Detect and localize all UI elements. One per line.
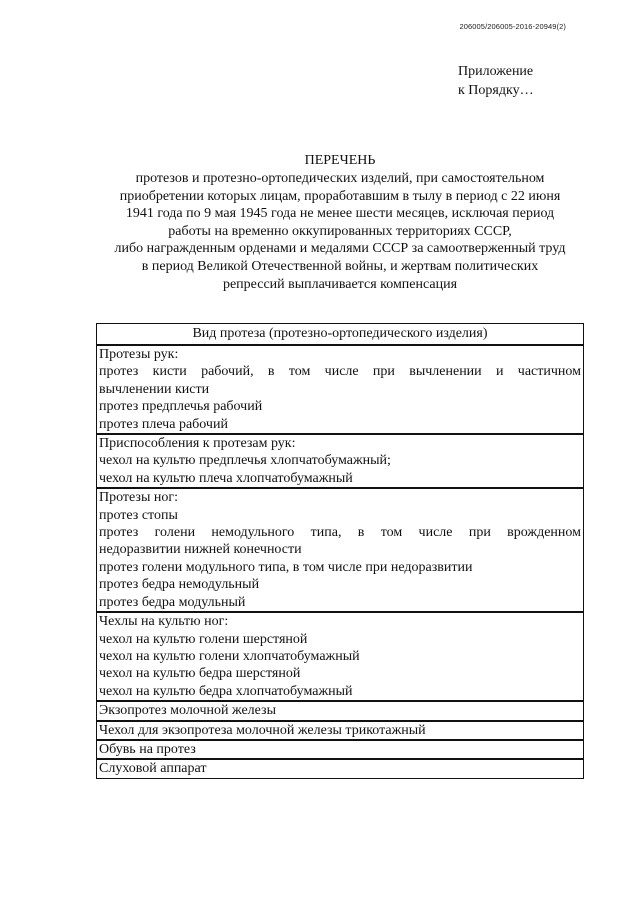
table-line: чехол на культю голени хлопчатобумажный (99, 648, 360, 664)
table-line: чехол на культю бедра хлопчатобумажный (99, 683, 353, 699)
table-group-breast-exoprosthesis (97, 702, 583, 721)
subtitle-line: 1941 года по 9 мая 1945 года не менее шести месяцев, исключая период (125, 206, 555, 222)
table-group-exoprosthesis-cover (97, 722, 583, 741)
table-line: Чехлы на культю ног: (99, 614, 229, 630)
table-line: Обувь на протез (99, 741, 196, 757)
document-subtitle (90, 170, 590, 293)
subtitle-line: репрессий выплачивается компенсация (222, 276, 458, 292)
subtitle-line: работы на временно оккупированных территориях СССР, (168, 223, 512, 239)
table-line: вычленении кисти (99, 381, 210, 397)
appendix-line-1: Приложение (458, 64, 534, 79)
table-line: протез бедра немодульный (99, 577, 260, 593)
appendix-note (458, 62, 534, 100)
table-group-arm-prostheses (97, 346, 583, 435)
document-heading: ПЕРЕЧЕНЬ (304, 153, 376, 168)
table-line: недоразвитии нижней конечности (99, 542, 302, 558)
table-line: протез кисти рабочий, в том числе при вычленении и частичном (99, 364, 581, 380)
prosthesis-table (96, 323, 584, 779)
table-line: Чехол для экзопротеза молочной железы трикотажный (99, 722, 426, 738)
table-group-hearing-aid (97, 760, 583, 777)
table-line: чехол на культю бедра шерстяной (99, 666, 301, 682)
table-line: протез стопы (99, 507, 178, 523)
subtitle-line: либо награжденным орденами и медалями СССР за самоотверженный труд (114, 241, 566, 257)
table-line: протез голени модульного типа, в том числе при недоразвитии (99, 559, 473, 575)
appendix-line-2: к Порядку… (458, 83, 534, 98)
table-line: протез бедра модульный (99, 594, 246, 610)
table-line: Протезы ног: (99, 490, 178, 506)
table-line: чехол на культю предплечья хлопчатобумажный; (99, 453, 391, 469)
table-line: Экзопротез молочной железы (99, 703, 276, 719)
document-id: 206005/206005-2016-20949(2) (459, 22, 566, 31)
table-line: протез предплечья рабочий (99, 399, 263, 415)
table-line: протез плеча рабочий (99, 416, 228, 432)
table-line: Слуховой аппарат (99, 761, 207, 777)
table-group-leg-prostheses (97, 489, 583, 613)
subtitle-line: приобретении которых лицам, проработавшим в тылу в период с 22 июня (119, 188, 561, 204)
subtitle-line: в период Великой Отечественной войны, и жертвам политических (141, 258, 539, 274)
table-line: Приспособления к протезам рук: (99, 436, 296, 452)
table-group-arm-accessories (97, 435, 583, 489)
table-group-leg-covers (97, 613, 583, 702)
table-line: чехол на культю голени шерстяной (99, 631, 308, 647)
table-line: чехол на культю плеча хлопчатобумажный (99, 470, 353, 486)
subtitle-line: протезов и протезно-ортопедических изделий, при самостоятельном (135, 171, 545, 186)
table-line: протез голени немодульного типа, в том числе при врожденном (99, 525, 581, 541)
table-line: Протезы рук: (99, 347, 179, 362)
table-group-prosthetic-footwear (97, 741, 583, 760)
table-header: Вид протеза (протезно-ортопедического изделия) (97, 324, 583, 346)
